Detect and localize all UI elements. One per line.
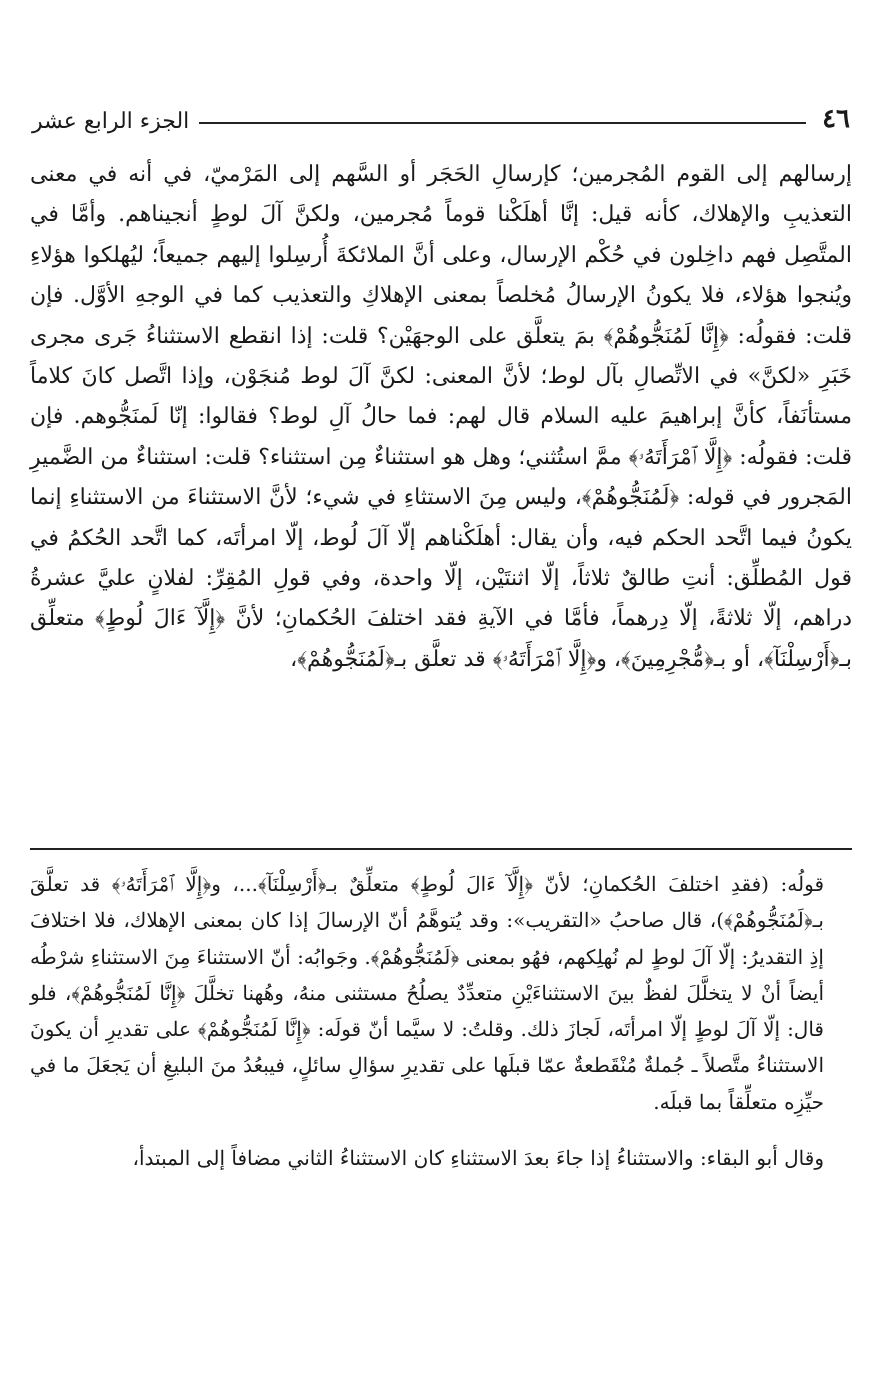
footnote-separator (30, 848, 852, 850)
footnotes (30, 866, 852, 1176)
running-title: الجزء الرابع عشر (32, 109, 190, 134)
page-number: ٤٦ (822, 104, 850, 134)
page-header (32, 100, 850, 134)
main-paragraph: إرسالهم إلى القوم المُجرمين؛ كإرسالِ الحَجَر أو السَّهم إلى المَرْميّ، في أنه في معنى التعذيبِ والإهلاك، كأنه قيل: إنَّا أهلَكْنا قوماً مُجرمين، ولكنَّ آلَ لوطٍ أنجيناهم. وأمَّا في المتَّصِل فهم داخِلون في حُكْم الإرسال، وعلى أنَّ الملائكةَ أُرسِلوا إليهم جميعاً؛ ليُهلكوا هؤلاءِ ويُنجوا هؤلاء، فلا يكونُ الإرسالُ مُخلصاً بمعنى الإهلاكِ والتعذيب كما في الوجهِ الأوَّل. فإن قلت: فقولُه: ﴿إِنَّا لَمُنَجُّوهُمْ﴾ بمَ يتعلَّق على الوجهَيْن؟ قلت: إذا انقطع الاستثناءُ جَرى مجرى خَبَرِ «لكنَّ» في الاتِّصالِ بآل لوط؛ لأنَّ المعنى: لكنَّ آلَ لوط مُنجَوْن، وإذا اتَّصل كانَ كلاماً مستأنَفاً، كأنَّ إبراهيمَ عليه السلام قال لهم: فما حالُ آلِ لوط؟ فقالوا: إنّا لَمنَجُّوهم. فإن قلت: فقولُه: ﴿إِلَّا ٱمْرَأَتَهُۥ﴾ ممَّ استُثني؛ وهل هو استثناءٌ مِن استثناء؟ قلت: استثناءٌ من الضَّميرِ المَجرور في قوله: ﴿لَمُنَجُّوهُمْ﴾، وليس مِنَ الاستثاءِ في شيء؛ لأنَّ الاستثناءَ من الاستثناءِ إنما يكونُ فيما اتَّحد الحكم فيه، وأن يقال: أهلَكْناهم إلّا آلَ لُوط، إلّا امرأتَه، كما اتَّحد الحُكمُ في قول المُطلِّق: أنتِ طالقٌ ثلاثاً، إلّا اثنتَيْن، إلّا واحدة، وفي قولِ المُقِرِّ: لفلانٍ عليَّ عشرةُ دراهم، إلّا ثلاثةً، إلّا دِرهماً، فأمَّا في الآيةِ فقد اختلفَ الحُكمانِ؛ لأنَّ ﴿إِلَّآ ءَالَ لُوطٍ﴾ متعلِّق بـ﴿أَرْسِلْنَآ﴾، أو بـ﴿مُّجْرِمِينَ﴾، و﴿إِلَّا ٱمْرَأَتَهُۥ﴾ قد تعلَّق بـ﴿لَمُنَجُّوهُمْ﴾، (30, 162, 852, 672)
main-text (30, 155, 852, 680)
header-rule (199, 122, 806, 124)
footnote-paragraph: قولُه: (فقدِ اختلفَ الحُكمانِ؛ لأنّ ﴿إِلَّآ ءَالَ لُوطٍ﴾ متعلِّقٌ بـ﴿أَرْسِلْنَآ﴾...، و﴿إِلَّا ٱمْرَأَتَهُۥ﴾ قد تعلَّقَ بـ﴿لَمُنَجُّوهُمْ﴾)، قال صاحبُ «التقريب»: وقد يُتوهَّمُ أنّ الإرسالَ إذا كان بمعنى الإهلاك، فلا اختلافَ إذِ التقديرُ: إلّا آلَ لوطٍ لم نُهلِكهم، فهُو بمعنى ﴿لَمُنَجُّوهُمْ﴾. وجَوابُه: أنّ الاستثناءَ مِنَ الاستثناءِ شرْطُه أيضاً أنْ لا يتخلَّلَ لفظٌ بينَ الاستثناءَيْنِ متعدِّدٌ يصلُحُ مستثنى منهُ، وهُهنا تخلَّلَ ﴿إِنَّا لَمُنَجُّوهُمْ﴾، فلو قال: إلّا آلَ لوطٍ إلّا امرأتَه، لَجازَ ذلك. وقلتُ: لا سيَّما أنّ قولَه: ﴿إِنَّا لَمُنَجُّوهُمْ﴾ على تقديرِ أن يكونَ الاستثناءُ متَّصلاً ـ جُملةٌ مُنْقَطعةٌ عمّا قبلَها على تقديرِ سؤالِ سائلٍ، فيبعُدُ منَ البليغِ أن يَجعَلَ ما في حيِّزِه متعلِّقاً بما قبلَه. (30, 872, 824, 1114)
footnote-trailer: وقال أبو البقاء: والاستثناءُ إذا جاءَ بعدَ الاستثناءِ كان الاستثناءُ الثاني مضافاً إلى المبتدأ، (132, 1146, 824, 1171)
